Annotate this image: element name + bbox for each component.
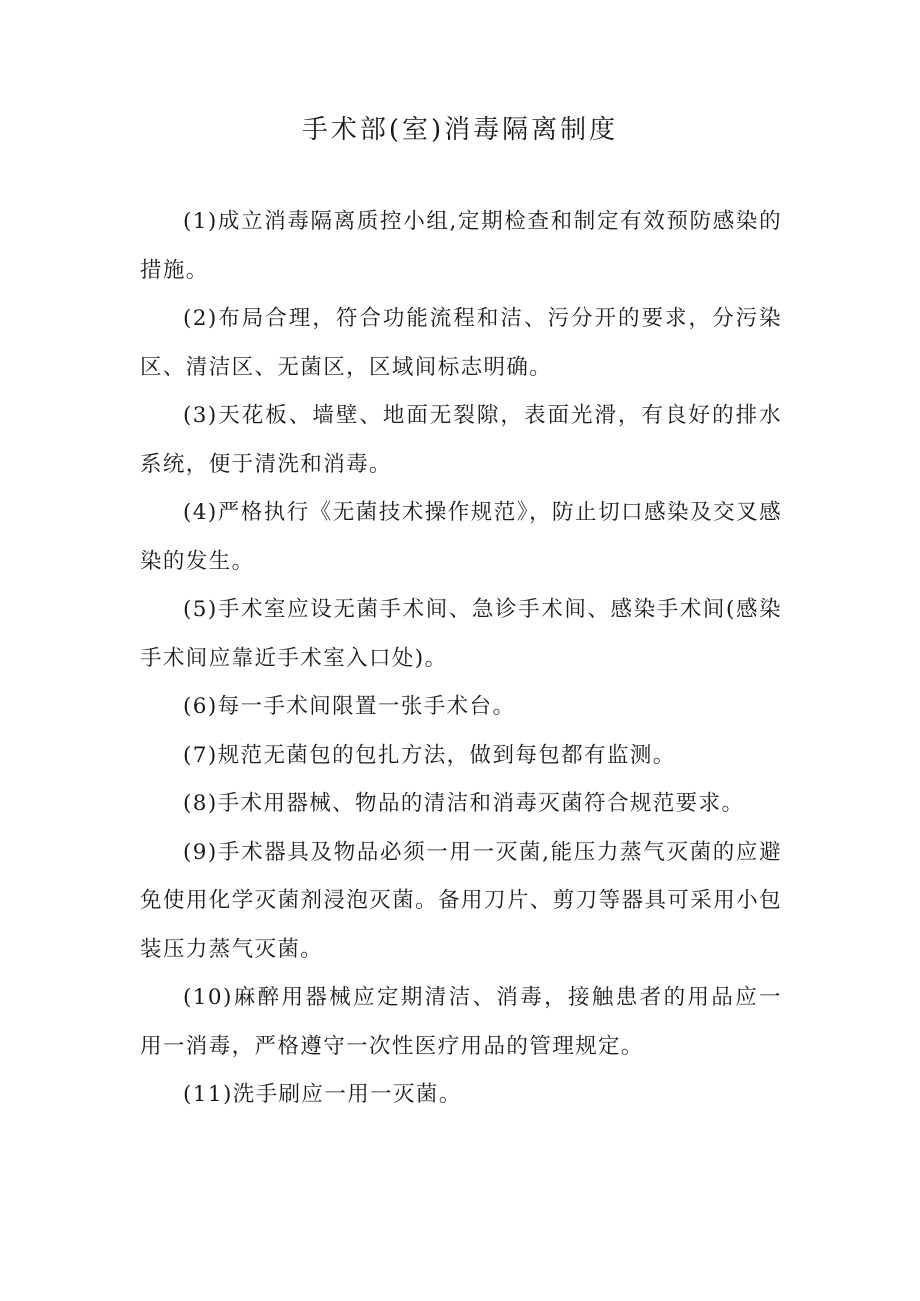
paragraph-4: (4)严格执行《无菌技术操作规范》，防止切口感染及交叉感染的发生。 — [140, 500, 782, 574]
paragraph-11: (11)洗手刷应一用一灭菌。 — [183, 1082, 462, 1107]
paragraph-3: (3)天花板、墙壁、地面无裂隙，表面光滑，有良好的排水系统，便于清洗和消毒。 — [140, 403, 782, 477]
document-body — [140, 198, 782, 1120]
document-title: 手术部(室)消毒隔离制度 — [301, 115, 619, 145]
paragraph-6: (6)每一手术间限置一张手术台。 — [183, 694, 516, 719]
paragraph-7: (7)规范无菌包的包扎方法，做到每包都有监测。 — [183, 742, 676, 768]
paragraph-9: (9)手术器具及物品必须一用一灭菌,能压力蒸气灭菌的应避免使用化学灭菌剂浸泡灭菌。备用刀片、剪刀等器具可采用小包装压力蒸气灭菌。 — [140, 839, 782, 962]
paragraph-10: (10)麻醉用器械应定期清洁、消毒，接触患者的用品应一用一消毒，严格遵守一次性医疗用品的管理规定。 — [140, 985, 782, 1059]
paragraph-5: (5)手术室应设无菌手术间、急诊手术间、感染手术间(感染手术间应靠近手术室入口处)。 — [140, 597, 782, 671]
paragraph-8: (8)手术用器械、物品的清洁和消毒灭菌符合规范要求。 — [183, 791, 745, 816]
paragraph-2: (2)布局合理，符合功能流程和洁、污分开的要求，分污染区、清洁区、无菌区，区域间标志明确。 — [140, 306, 782, 380]
paragraph-1: (1)成立消毒隔离质控小组,定期检查和制定有效预防感染的措施。 — [140, 209, 782, 283]
